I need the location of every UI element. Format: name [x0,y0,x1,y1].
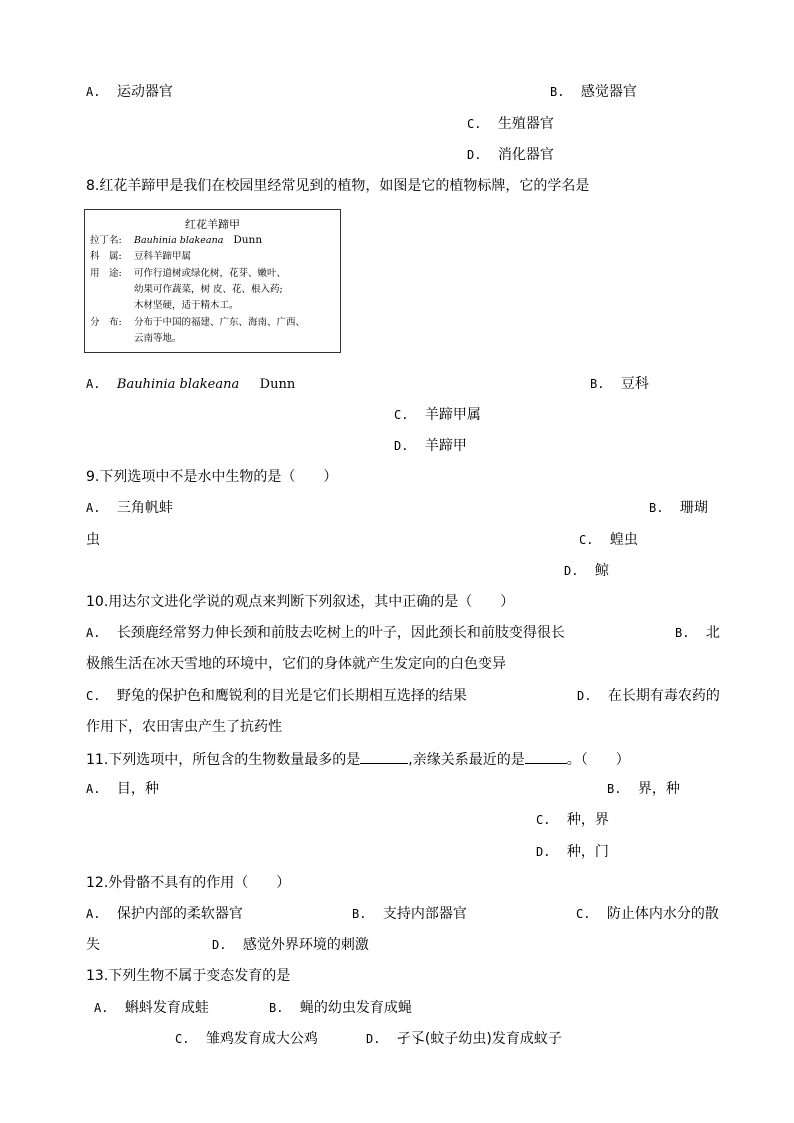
q13-option-b [269,999,412,1017]
q9-option-a [86,499,173,517]
q11-option-b [607,780,680,798]
q9-option-b [649,499,708,517]
option-text: 运动器官 [116,84,173,100]
q10-option-d [577,687,720,705]
q12-option-b [352,905,467,923]
option-label: D. [564,564,579,578]
q10-option-c [86,687,467,705]
option-label: C. [467,117,482,131]
stem-part: 11.下列选项中，所包含的生物数量最多的是 [86,752,361,768]
q10-option-b [675,624,720,642]
option-label: B. [607,782,622,796]
option-label: D. [467,148,482,162]
card-key: 分 布: [90,317,122,328]
q7-option-a [86,83,173,101]
q11-option-a [86,780,159,798]
q10-stem: 10.用达尔文进化学说的观点来判断下列叙述，其中正确的是（ ） [86,594,515,610]
option-label: D. [577,689,592,703]
option-text: 豆科 [620,376,649,392]
option-text: 羊蹄甲属 [424,407,481,423]
option-label: D. [536,845,551,859]
q12-stem: 12.外骨骼不具有的作用（ ） [86,875,291,891]
card-latin-name: Bauhinia blakeana [134,235,224,246]
option-text: 生殖器官 [497,116,554,132]
option-text: 蝌蚪发育成蛙 [124,1000,209,1016]
q9-stem: 9.下列选项中不是水中生物的是（ ） [86,469,338,485]
card-row-use-3: 木材坚硬，适于精木工。 [134,300,239,311]
q7-option-c [467,115,554,133]
option-label: A. [86,626,101,640]
option-text: 珊瑚 [679,500,708,516]
q12-option-d [212,936,369,954]
answer-blank [360,749,408,764]
q8-option-b [590,375,649,393]
q8-stem: 8.红花羊蹄甲是我们在校园里经常见到的植物，如图是它的植物标牌，它的学名是 [86,178,590,194]
card-row-latin [90,234,262,247]
option-label: B. [352,907,367,921]
q9-option-d [564,562,609,580]
card-key: 科 属: [90,251,122,262]
option-text: 种，界 [566,812,609,828]
plant-label-card [84,209,341,353]
q10-option-a [86,624,565,642]
option-label: D. [212,938,227,952]
answer-blank [525,749,567,764]
card-row-dist [90,316,305,329]
q7-option-d [467,146,554,164]
q13-option-a [94,999,209,1017]
q11-option-c [536,811,609,829]
q9-option-c [579,531,638,549]
q10-option-d-cont: 作用下，农田害虫产生了抗药性 [86,719,282,735]
option-text: 目，种 [116,781,159,797]
card-key: 用 途: [90,268,122,279]
card-row-family [90,250,191,263]
q7-option-b [550,83,637,101]
option-label: D. [394,439,409,453]
q13-option-c [175,1030,318,1048]
option-label: A. [86,782,101,796]
option-text: 防止体内水分的散 [606,906,719,922]
option-label: C. [576,907,591,921]
option-text: 蝇的幼虫发育成蝇 [299,1000,412,1016]
option-label: B. [590,377,605,391]
q9-option-b-cont: 虫 [86,532,100,548]
q8-option-a [86,375,295,394]
card-latin-author: Dunn [233,234,263,246]
card-row-use-2: 幼果可作蔬菜，树 皮、花、根入药; [134,284,283,295]
q13-stem: 13.下列生物不属于变态发育的是 [86,968,291,984]
option-text: 雏鸡发育成大公鸡 [205,1031,318,1047]
option-label: A. [86,501,101,515]
option-label: C. [175,1032,190,1046]
option-label: C. [579,533,594,547]
option-text: 野兔的保护色和鹰锐利的目光是它们长期相互选择的结果 [116,688,467,704]
stem-part: 。（ ） [566,752,630,768]
option-text: 感觉外界环境的刺激 [242,937,369,953]
option-text: 消化器官 [497,147,554,163]
option-label: A. [86,377,101,391]
option-label: C. [536,813,551,827]
option-text-latin: Bauhinia blakeana [116,377,240,392]
option-text: 三角帆蚌 [116,500,173,516]
option-label: C. [86,689,101,703]
q13-option-d [366,1030,562,1048]
stem-part: ,亲缘关系最近的是 [408,752,525,768]
q12-option-c-cont: 失 [86,937,100,953]
q11-option-d [536,843,609,861]
q12-option-a [86,905,243,923]
q8-option-c [394,406,481,424]
option-text: 保护内部的柔软器官 [116,906,243,922]
option-label: A. [86,85,101,99]
option-text: 北 [705,625,720,641]
option-label: A. [86,907,101,921]
option-label: C. [394,408,409,422]
option-label: D. [366,1032,381,1046]
option-text: 孑孓(蚊子幼虫)发育成蚊子 [396,1031,562,1047]
card-title: 红花羊蹄甲 [185,218,240,231]
option-label: B. [269,1001,284,1015]
q11-stem [86,749,630,769]
option-text: 羊蹄甲 [424,438,467,454]
option-label: B. [675,626,690,640]
option-text: 蝗虫 [609,532,638,548]
option-text: 在长期有毒农药的 [607,688,720,704]
q12-option-c [576,905,719,923]
card-key: 拉丁名: [90,235,122,246]
option-text: 鲸 [594,563,609,579]
option-text: 种，门 [566,844,609,860]
q8-option-d [394,437,467,455]
option-text: 支持内部器官 [382,906,467,922]
option-text: 长颈鹿经常努力伸长颈和前肢去吃树上的叶子，因此颈长和前肢变得很长 [116,625,565,641]
option-text: 界，种 [637,781,680,797]
q10-option-b-cont: 极熊生活在冰天雪地的环境中，它们的身体就产生发定向的白色变异 [86,656,506,672]
card-value: 分布于中国的福建、广东、海南、广西、 [134,317,306,328]
option-text: 感觉器官 [580,84,637,100]
option-label: B. [649,501,664,515]
option-label: B. [550,85,565,99]
card-value: 可作行道树或绿化树，花芽、嫩叶、 [134,268,287,279]
card-row-use [90,267,286,280]
option-text: Dunn [259,377,296,392]
option-label: A. [94,1001,109,1015]
card-row-dist-2: 云南等地。 [134,333,182,344]
card-value: 豆科羊蹄甲属 [134,251,192,262]
